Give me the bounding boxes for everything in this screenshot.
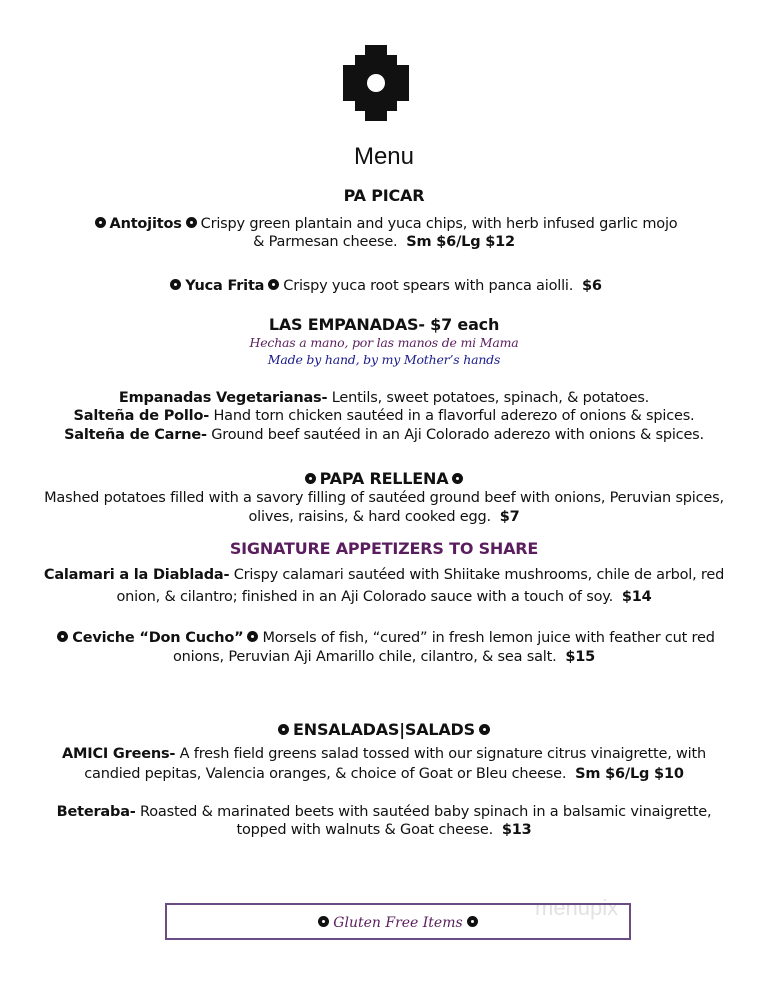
watermark: menupix [535,895,619,920]
item-desc: Crispy calamari sautéed with Shiitake mushrooms, chile de arbol, red [233,567,725,583]
heading-text: ENSALADAS|SALADS [293,720,475,739]
item-desc: Crispy yuca root spears with panca aiolli. [283,278,574,294]
item-saltena-carne [0,426,768,444]
section-heading-empanadas: LAS EMPANADAS- $7 each [268,315,500,334]
gluten-free-icon [468,917,477,926]
gluten-free-icon [58,632,67,641]
item-price: Sm $6/Lg $10 [575,766,684,782]
gluten-free-icon [248,632,257,641]
section-heading-signature: SIGNATURE APPETIZERS TO SHARE [229,539,539,558]
item-beteraba-cont [0,821,768,839]
gluten-free-icon [269,280,278,289]
gluten-free-icon [319,917,328,926]
item-calamari [0,566,768,584]
gluten-free-icon [279,725,288,734]
item-name: Ceviche “Don Cucho” [72,630,244,646]
item-ceviche [0,629,768,647]
item-desc: Ground beef sautéed in an Aji Colorado aderezo with onions & spices. [211,427,704,443]
gluten-free-icon [187,218,196,227]
item-desc: Hand torn chicken sautéed in a flavorful aderezo of onions & spices. [213,408,695,424]
item-name: Beteraba- [56,804,136,820]
item-desc: Roasted & marinated beets with sautéed baby spinach in a balsamic vinaigrette, [140,804,712,820]
item-desc: onion, & cilantro; finished in an Aji Colorado sauce with a touch of soy. [116,589,613,605]
item-name: Salteña de Carne- [64,427,207,443]
item-price: $7 [499,509,520,525]
item-price: $13 [501,822,532,838]
gluten-free-legend [165,903,631,940]
item-beteraba [0,803,768,821]
gluten-free-icon [306,474,315,483]
item-desc: Morsels of fish, “cured” in fresh lemon juice with feather cut red [262,630,715,646]
item-desc: & Parmesan cheese. [253,234,398,250]
item-amici-cont [0,765,768,783]
item-calamari-cont [0,588,768,606]
item-desc: A fresh field greens salad tossed with our signature citrus vinaigrette, with [179,746,706,762]
section-heading-papa-rellena [0,470,768,488]
item-name: Empanadas Vegetarianas- [118,390,328,406]
item-price: $14 [621,589,652,605]
chakana-logo [343,45,409,121]
tagline-english: Made by hand, by my Mother’s hands [267,352,501,367]
item-desc: onions, Peruvian Aji Amarillo chile, cilantro, & sea salt. [173,649,557,665]
item-name: Salteña de Pollo- [73,408,210,424]
item-name: Yuca Frita [185,278,265,294]
item-desc: candied pepitas, Valencia oranges, & choice of Goat or Bleu cheese. [84,766,567,782]
item-price: $6 [581,278,602,294]
item-name: Calamari a la Diablada- [43,567,230,583]
item-desc: Lentils, sweet potatoes, spinach, & potatoes. [331,390,650,406]
item-name: AMICI Greens- [62,746,176,762]
section-heading-salads [0,721,768,739]
heading-text: PAPA RELLENA [319,469,449,488]
item-antojitos-cont [0,233,768,251]
item-ceviche-cont [0,648,768,666]
item-price: $15 [565,649,595,665]
section-heading-pa-picar: PA PICAR [343,186,425,205]
papa-desc-cont [0,508,768,526]
item-name: Antojitos [109,216,182,232]
page-title: Menu [353,143,415,170]
item-price: Sm $6/Lg $12 [406,234,515,250]
papa-desc: Mashed potatoes filled with a savory filling of sautéed ground beef with onions, Peruvian spices, [44,490,724,506]
gluten-free-icon [96,218,105,227]
item-yuca-frita [0,277,768,295]
item-antojitos [0,215,768,233]
item-desc: Crispy green plantain and yuca chips, with herb infused garlic mojo [200,216,678,232]
item-desc: topped with walnuts & Goat cheese. [236,822,494,838]
item-empanada-veg [0,389,768,407]
item-desc: olives, raisins, & hard cooked egg. [248,509,491,525]
tagline-spanish: Hechas a mano, por las manos de mi Mama [249,335,519,350]
legend-text: Gluten Free Items [333,915,463,931]
gluten-free-icon [480,725,489,734]
gluten-free-icon [171,280,180,289]
item-saltena-pollo [0,407,768,425]
gluten-free-icon [453,474,462,483]
item-amici-greens [0,745,768,763]
